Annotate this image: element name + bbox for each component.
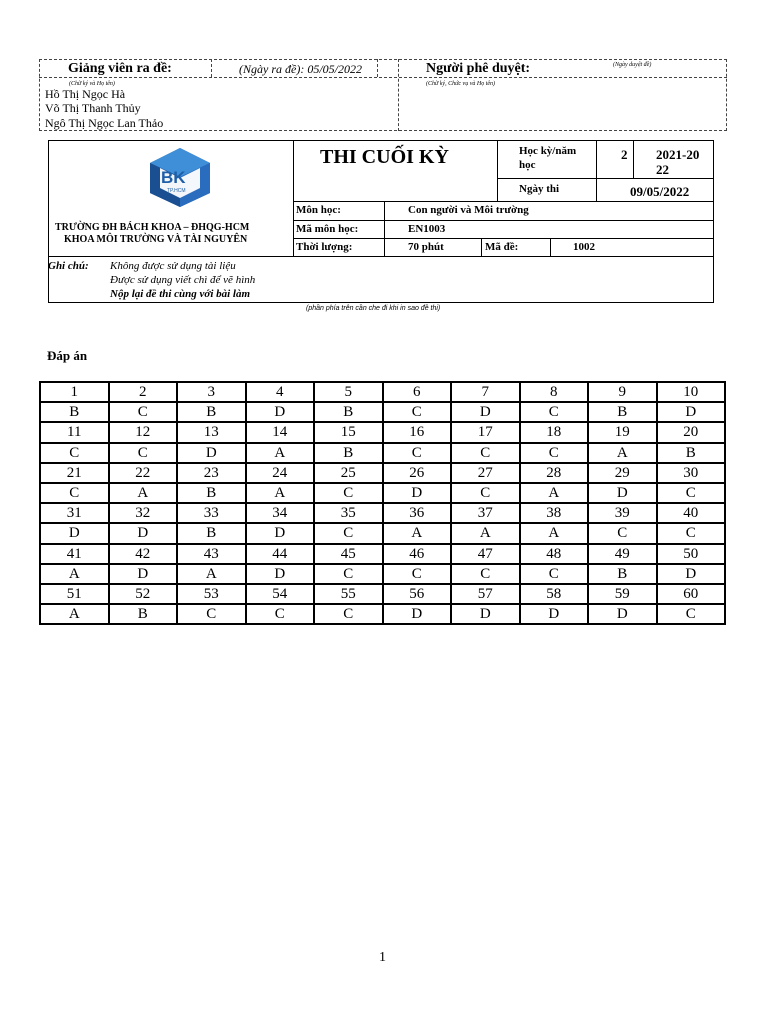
question-number-cell: 57 (451, 584, 520, 604)
exam-code-label: Mã đề: (485, 241, 519, 253)
answer-cell: C (314, 604, 383, 624)
question-number-cell: 29 (588, 463, 657, 483)
answer-cell: A (520, 483, 589, 503)
question-number-cell: 48 (520, 544, 589, 564)
question-number-cell: 56 (383, 584, 452, 604)
subject-label: Môn học: (296, 204, 341, 216)
question-number-cell: 54 (246, 584, 315, 604)
note-3: Nộp lại đề thi cùng với bài làm (110, 288, 251, 300)
answer-cell: A (40, 604, 109, 624)
question-number-cell: 58 (520, 584, 589, 604)
question-number-cell: 32 (109, 503, 178, 523)
question-number-cell: 28 (520, 463, 589, 483)
question-number-cell: 55 (314, 584, 383, 604)
duration-label: Thời lượng: (296, 241, 353, 253)
answer-cell: C (314, 483, 383, 503)
question-number-cell: 22 (109, 463, 178, 483)
question-number-cell: 2 (109, 382, 178, 402)
question-number-cell: 14 (246, 422, 315, 442)
answer-cell: D (109, 564, 178, 584)
answer-cell: C (520, 402, 589, 422)
answer-cell: C (657, 523, 726, 543)
info-row-1 (293, 201, 714, 202)
answer-cell: D (451, 604, 520, 624)
answer-cell: C (657, 483, 726, 503)
answer-cell: D (520, 604, 589, 624)
question-number-row (40, 503, 725, 523)
question-number-cell: 12 (109, 422, 178, 442)
subject-value: Con người và Môi trường (408, 204, 529, 216)
answer-cell: A (451, 523, 520, 543)
answer-row (40, 443, 725, 463)
semester-value: 2 (621, 147, 628, 162)
answer-cell: A (40, 564, 109, 584)
duration-divider (481, 238, 482, 256)
answer-row (40, 564, 725, 584)
answer-cell: B (109, 604, 178, 624)
answer-cell: D (246, 564, 315, 584)
instructor-name-1: Hồ Thị Ngọc Hà (45, 87, 126, 101)
question-number-cell: 34 (246, 503, 315, 523)
header-notes-divider (48, 256, 714, 257)
answer-cell: C (383, 443, 452, 463)
answer-cell: B (314, 402, 383, 422)
answer-cell: C (109, 443, 178, 463)
answer-cell: D (109, 523, 178, 543)
answer-cell: C (451, 564, 520, 584)
question-number-cell: 51 (40, 584, 109, 604)
question-number-cell: 31 (40, 503, 109, 523)
instructor-name-3: Ngô Thị Ngọc Lan Thảo (45, 116, 164, 130)
semester-label-2: học (519, 159, 536, 171)
instructor-name-2: Võ Thị Thanh Thủy (45, 101, 141, 115)
answer-row (40, 402, 725, 422)
question-number-cell: 19 (588, 422, 657, 442)
question-number-cell: 43 (177, 544, 246, 564)
question-number-cell: 6 (383, 382, 452, 402)
question-number-row (40, 422, 725, 442)
answer-cell: D (246, 402, 315, 422)
question-number-cell: 5 (314, 382, 383, 402)
question-number-cell: 36 (383, 503, 452, 523)
answer-cell: B (657, 443, 726, 463)
answer-cell: B (177, 402, 246, 422)
answer-cell: C (588, 523, 657, 543)
answer-cell: D (177, 443, 246, 463)
question-number-cell: 20 (657, 422, 726, 442)
question-number-cell: 33 (177, 503, 246, 523)
box-divider-vertical-2 (211, 59, 212, 77)
question-number-row (40, 584, 725, 604)
answer-cell: C (246, 604, 315, 624)
question-number-row (40, 544, 725, 564)
info-row-2 (293, 220, 714, 221)
answer-cell: C (40, 483, 109, 503)
approver-label: Người phê duyệt: (426, 61, 531, 76)
question-number-cell: 17 (451, 422, 520, 442)
semester-divider (596, 140, 597, 201)
question-number-cell: 4 (246, 382, 315, 402)
answer-cell: C (177, 604, 246, 624)
bk-logo (146, 146, 214, 208)
year-value-2: 22 (656, 162, 669, 177)
question-number-cell: 52 (109, 584, 178, 604)
question-number-cell: 24 (246, 463, 315, 483)
question-number-cell: 47 (451, 544, 520, 564)
answer-cell: D (383, 604, 452, 624)
question-number-cell: 38 (520, 503, 589, 523)
question-number-cell: 46 (383, 544, 452, 564)
answer-cell: D (246, 523, 315, 543)
question-number-cell: 16 (383, 422, 452, 442)
answer-cell: C (314, 564, 383, 584)
answer-row (40, 604, 725, 624)
answer-cell: B (588, 402, 657, 422)
answer-cell: D (588, 483, 657, 503)
answer-cell: A (246, 443, 315, 463)
answer-cell: D (657, 402, 726, 422)
faculty-name: KHOA MÔI TRƯỜNG VÀ TÀI NGUYÊN (64, 234, 248, 245)
question-number-cell: 60 (657, 584, 726, 604)
answer-row (40, 523, 725, 543)
question-number-cell: 23 (177, 463, 246, 483)
answer-cell: C (657, 604, 726, 624)
answer-cell: C (451, 443, 520, 463)
answer-cell: C (383, 402, 452, 422)
answer-cell: A (246, 483, 315, 503)
date-row-top (497, 178, 714, 179)
year-value-1: 2021-20 (656, 147, 700, 162)
question-number-cell: 42 (109, 544, 178, 564)
answer-cell: D (40, 523, 109, 543)
school-name: TRƯỜNG ĐH BÁCH KHOA – ĐHQG-HCM (55, 222, 250, 233)
answer-cell: C (383, 564, 452, 584)
question-number-cell: 1 (40, 382, 109, 402)
instructor-sign-note: (Chữ ký và Họ tên) (69, 81, 115, 87)
answer-cell: B (177, 523, 246, 543)
approver-sign-note: (Chữ ký, Chức vụ và Họ tên) (426, 81, 496, 87)
question-number-cell: 49 (588, 544, 657, 564)
answer-cell: B (177, 483, 246, 503)
answer-cell: C (520, 443, 589, 463)
logo-text: BK (161, 168, 186, 187)
answer-table (39, 381, 726, 625)
question-number-cell: 9 (588, 382, 657, 402)
notes-label: Ghi chú: (48, 260, 89, 272)
question-number-cell: 25 (314, 463, 383, 483)
answer-cell: D (451, 402, 520, 422)
question-number-cell: 13 (177, 422, 246, 442)
instructor-label: Giảng viên ra đề: (68, 61, 172, 76)
question-number-cell: 15 (314, 422, 383, 442)
question-number-cell: 11 (40, 422, 109, 442)
duration-value: 70 phút (408, 241, 444, 253)
page-number: 1 (379, 950, 386, 965)
question-number-cell: 7 (451, 382, 520, 402)
question-number-cell: 8 (520, 382, 589, 402)
question-number-cell: 37 (451, 503, 520, 523)
logo-subtext: TP.HCM (167, 188, 186, 194)
answer-cell: B (40, 402, 109, 422)
box-divider-horizontal (39, 77, 727, 78)
question-number-cell: 30 (657, 463, 726, 483)
question-number-cell: 53 (177, 584, 246, 604)
approve-date-note: (Ngày duyệt đề) (613, 62, 652, 68)
question-number-cell: 45 (314, 544, 383, 564)
question-number-cell: 35 (314, 503, 383, 523)
answers-title: Đáp án (47, 348, 88, 363)
code-value: EN1003 (408, 223, 446, 235)
note-1: Không được sử dụng tài liệu (110, 260, 236, 272)
question-number-cell: 44 (246, 544, 315, 564)
answer-cell: A (383, 523, 452, 543)
answer-cell: C (109, 402, 178, 422)
title-divider (497, 140, 498, 201)
semester-value-divider (633, 140, 634, 178)
answer-cell: C (451, 483, 520, 503)
exam-code-value: 1002 (573, 241, 595, 253)
answer-cell: B (314, 443, 383, 463)
answer-cell: C (520, 564, 589, 584)
question-number-cell: 21 (40, 463, 109, 483)
cover-note: (phần phía trên cần che đi khi in sao đề thi) (306, 305, 441, 312)
answer-cell: D (657, 564, 726, 584)
answer-cell: A (588, 443, 657, 463)
answer-cell: A (177, 564, 246, 584)
question-number-cell: 3 (177, 382, 246, 402)
exam-title: THI CUỐI KỲ (320, 146, 449, 168)
question-number-row (40, 463, 725, 483)
answer-row (40, 483, 725, 503)
question-number-cell: 40 (657, 503, 726, 523)
question-number-cell: 41 (40, 544, 109, 564)
answer-cell: A (109, 483, 178, 503)
info-label-divider (384, 201, 385, 256)
question-number-cell: 26 (383, 463, 452, 483)
answer-cell: C (314, 523, 383, 543)
code-label: Mã môn học: (296, 223, 359, 235)
question-number-row (40, 382, 725, 402)
question-number-cell: 59 (588, 584, 657, 604)
exam-code-divider (550, 238, 551, 256)
exam-date-label: Ngày thi (519, 183, 560, 195)
question-number-cell: 18 (520, 422, 589, 442)
answer-cell: D (588, 604, 657, 624)
question-number-cell: 39 (588, 503, 657, 523)
answer-cell: D (383, 483, 452, 503)
semester-label-1: Học kỳ/năm (519, 145, 577, 157)
note-2: Được sử dụng viết chì để vẽ hình (110, 274, 256, 286)
info-row-3 (293, 238, 714, 239)
answer-cell: C (40, 443, 109, 463)
issue-date: (Ngày ra đề): 05/05/2022 (239, 62, 362, 76)
answer-cell: A (520, 523, 589, 543)
box-divider-vertical (398, 59, 399, 131)
answer-cell: B (588, 564, 657, 584)
question-number-cell: 10 (657, 382, 726, 402)
question-number-cell: 27 (451, 463, 520, 483)
exam-date: 09/05/2022 (630, 184, 690, 199)
box-divider-vertical-3 (377, 59, 378, 77)
question-number-cell: 50 (657, 544, 726, 564)
